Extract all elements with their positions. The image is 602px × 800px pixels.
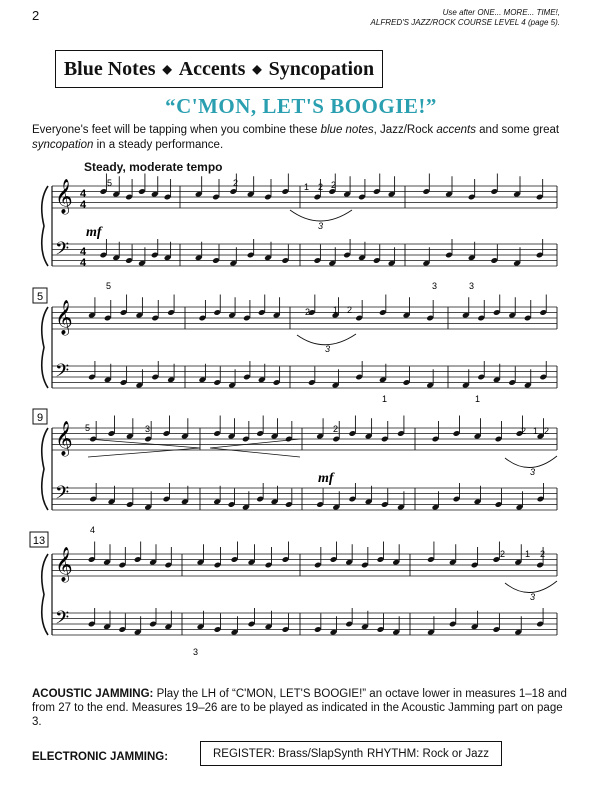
triplet-mark: 3 (530, 592, 536, 602)
intro-text: and some great (475, 124, 560, 136)
fingering: 2 (331, 180, 337, 190)
note-heads (88, 174, 550, 636)
bass-clef-icon: 𝄢 (55, 361, 70, 386)
dynamic-mf: mf (318, 471, 334, 486)
fingering: 1 (533, 426, 539, 436)
fingering: 2 (521, 426, 527, 436)
measure-number-9: 9 (36, 412, 44, 424)
bass-clef-icon: 𝄢 (55, 239, 70, 264)
diamond-separator-icon: ◆ (162, 61, 172, 76)
fingering: 4 (90, 525, 96, 535)
fingering: 2 (544, 426, 550, 436)
song-title: “C'MON, LET'S BOOGIE!” (165, 94, 437, 118)
bass-clef-icon: 𝄢 (55, 483, 70, 508)
decrescendo-hairpin (210, 439, 300, 457)
intro-syncopation: syncopation (32, 139, 94, 151)
intro-accents: accents (436, 124, 476, 136)
source-note-line2: ALFRED'S JAZZ/ROCK COURSE LEVEL 4 (page 5). (370, 18, 560, 27)
fingering: 1 (333, 305, 339, 315)
fingering: 1 (525, 549, 531, 559)
treble-clef-icon: 𝄞 (55, 179, 73, 214)
acoustic-jamming-heading: ACOUSTIC JAMMING: (32, 688, 154, 700)
diamond-separator-icon: ◆ (252, 61, 262, 76)
brace-icon (42, 554, 48, 635)
triplet-slur (505, 456, 557, 468)
time-signature-icon: 4 (80, 188, 87, 200)
measure-number-13: 13 (32, 535, 46, 547)
brace-icon (42, 186, 48, 266)
fingering: 1 (304, 182, 310, 192)
electronic-jamming-box (200, 741, 502, 766)
fingering: 3 (432, 281, 438, 291)
intro-text: in a steady performance. (93, 139, 224, 151)
intro-text: , Jazz/Rock (373, 124, 437, 136)
fingering: 3 (145, 424, 151, 434)
fingering: 2 (500, 549, 506, 559)
tempo-marking: Steady, moderate tempo (84, 160, 223, 174)
intro-text: Everyone's feet will be tapping when you combine these (32, 124, 321, 136)
time-signature-icon: 4 (80, 246, 87, 258)
fingering: 2 (333, 424, 339, 434)
acoustic-jamming-note (32, 687, 572, 729)
fingering: 2 (233, 178, 239, 188)
fingering: 2 (318, 182, 324, 192)
brace-icon (42, 428, 48, 510)
fingering: 2 (347, 305, 353, 315)
time-signature-icon: 4 (80, 257, 87, 269)
section-title-blue-notes: Blue Notes (63, 57, 156, 80)
dynamic-mf: mf (86, 225, 102, 240)
fingering: 5 (85, 423, 91, 433)
section-title-syncopation: Syncopation (268, 57, 375, 80)
electronic-jamming-label: ELECTRONIC JAMMING: (32, 751, 169, 763)
acoustic-jamming-text: Play the LH of “C'MON, LET'S BOOGIE!” an octave lower in measures 1–18 and from 27 to the end. Measures 19–26 are to be played as indicated in the Acoustic Jamming part on page 3. (32, 688, 567, 728)
fingering: 5 (106, 281, 112, 291)
treble-clef-icon: 𝄞 (55, 300, 73, 335)
page-number: 2 (32, 8, 40, 23)
fingering: 1 (475, 394, 481, 404)
section-title-accents: Accents (178, 57, 246, 80)
triplet-slur (290, 210, 352, 221)
triplet-slur (505, 581, 557, 593)
triplet-mark: 3 (325, 344, 331, 354)
triplet-mark: 3 (530, 467, 536, 477)
rhythm-setting: RHYTHM: Rock or Jazz (366, 747, 489, 760)
bass-clef-icon: 𝄢 (55, 608, 70, 633)
fingering: 2 (540, 549, 546, 559)
fingering: 1 (382, 394, 388, 404)
measure-number-5: 5 (36, 291, 44, 303)
register-setting: REGISTER: Brass/SlapSynth (213, 747, 364, 760)
fingering: 5 (107, 178, 113, 188)
time-signature-icon: 4 (80, 199, 87, 211)
intro-blue-notes: blue notes (320, 124, 374, 136)
brace-icon (42, 307, 48, 388)
crescendo-hairpin (88, 439, 200, 457)
treble-clef-icon: 𝄞 (55, 547, 73, 582)
source-note-line1: Use after ONE... MORE... TIME!, (442, 8, 560, 17)
treble-clef-icon: 𝄞 (55, 421, 73, 456)
fingering: 3 (469, 281, 475, 291)
triplet-mark: 3 (318, 221, 324, 231)
fingering: 3 (193, 647, 199, 657)
fingering: 2 (305, 307, 311, 317)
